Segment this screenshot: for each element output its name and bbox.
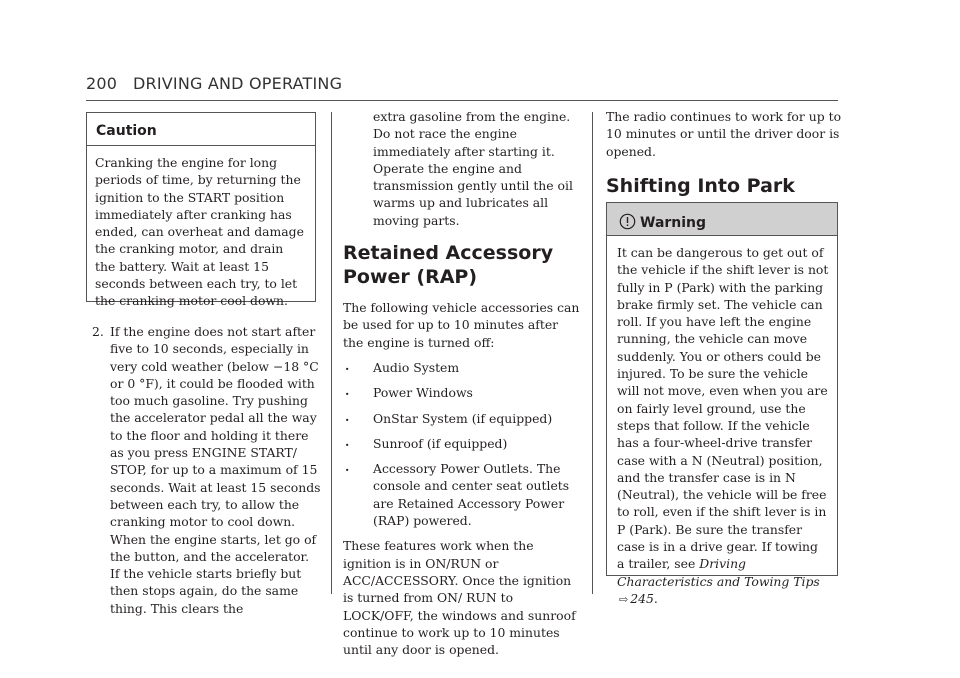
caution-text: Cranking the engine for long periods of time, by returning the ignition to the START position immediately after cranking has ended, can overheat and damage the cranking motor, and drain the battery. Wait at least 15 seconds between each try, to let the cranking motor cool down. bbox=[95, 155, 304, 309]
step-number: 2. bbox=[92, 324, 104, 339]
caution-box bbox=[86, 112, 316, 309]
list-item-text: Sunroof (if equipped) bbox=[373, 435, 508, 451]
page-header bbox=[86, 74, 342, 93]
bullet-icon: . bbox=[345, 459, 350, 475]
bullet-icon: . bbox=[345, 433, 350, 449]
page-number: 200 bbox=[86, 74, 118, 93]
list-item bbox=[343, 384, 581, 401]
column-2 bbox=[343, 108, 581, 658]
list-item bbox=[343, 460, 581, 529]
radio-paragraph: The radio continues to work for up to 10 minutes or until the driver door is opened. bbox=[606, 109, 842, 159]
list-item-text: Audio System bbox=[373, 359, 460, 375]
list-item bbox=[343, 410, 581, 427]
rap-paragraph: These features work when the ignition is in ON/RUN or ACC/ACCESSORY. Once the ignition is turned from ON/ RUN to LOCK/OFF, the windows and sunroof continue to work up to 10 minutes until any door is opened. bbox=[343, 538, 576, 658]
park-heading: Shifting Into Park bbox=[606, 174, 795, 197]
step-text-continued: extra gasoline from the engine. Do not race the engine immediately after starting it. Operate the engine and transmission gently until the oil warms up and lubricates all moving parts. bbox=[373, 109, 573, 228]
rap-intro: The following vehicle accessories can be used for up to 10 minutes after the engine is turned off: bbox=[343, 300, 580, 350]
cross-reference-link[interactable]: Driving Characteristics and Towing Tips bbox=[617, 556, 820, 589]
warning-icon bbox=[619, 213, 636, 234]
column-divider bbox=[592, 112, 593, 594]
column-3 bbox=[606, 108, 842, 208]
list-item-text: Power Windows bbox=[373, 385, 473, 401]
list-item-text: Accessory Power Outlets. The console and center seat outlets are Retained Accessory Power (RAP) powered. bbox=[373, 461, 570, 529]
caution-title: Caution bbox=[87, 113, 315, 146]
rap-list bbox=[343, 359, 581, 529]
section-title: DRIVING AND OPERATING bbox=[133, 74, 343, 93]
warning-title: Warning bbox=[640, 215, 707, 231]
page-reference-icon: ⇨ bbox=[619, 592, 629, 606]
warning-text bbox=[617, 244, 829, 608]
rap-heading: Retained Accessory Power (RAP) bbox=[343, 242, 554, 289]
list-item-text: OnStar System (if equipped) bbox=[373, 410, 553, 426]
link-end: . bbox=[653, 590, 658, 606]
cross-reference-page[interactable]: 245 bbox=[630, 590, 654, 606]
warning-text-body: It can be dangerous to get out of the vehicle if the shift lever is not fully in P (Park) with the parking brake firmly set. The vehicle can roll. If you have left the engine running, the vehicle can move suddenly. You or others could be injured. To be sure the vehicle will not move, even when you are on fairly level ground, use the steps that follow. If the vehicle has a four-wheel-drive transfer case with a N (Neutral) position, and the transfer case is in N (Neutral), the vehicle will be free to roll, even if the shift lever is in P (Park). Be sure the transfer case is in a drive gear. If towing a trailer, see bbox=[617, 245, 829, 572]
list-item bbox=[343, 435, 581, 452]
bullet-icon: . bbox=[345, 408, 350, 424]
column-divider bbox=[331, 112, 332, 594]
step-2 bbox=[86, 323, 322, 617]
list-item bbox=[343, 359, 581, 376]
bullet-icon: . bbox=[345, 383, 350, 399]
warning-box bbox=[606, 202, 838, 606]
header-rule bbox=[86, 100, 838, 101]
bullet-icon: . bbox=[345, 357, 350, 373]
warning-header bbox=[607, 203, 837, 236]
step-text: If the engine does not start after five to 10 seconds, especially in very cold weather (below −18 °C or 0 °F), it could be flooded with too much gasoline. Try pushing the accelerator pedal all the way to the floor and holding it there as you press ENGINE START/ STOP, for up to a maximum of 15 seconds. Wait at least 15 seconds between each try, to allow the cranking motor to cool down. When the engine starts, let go of the button, and the accelerator. If the vehicle starts briefly but then stops again, do the same thing. This clears the bbox=[110, 324, 321, 616]
